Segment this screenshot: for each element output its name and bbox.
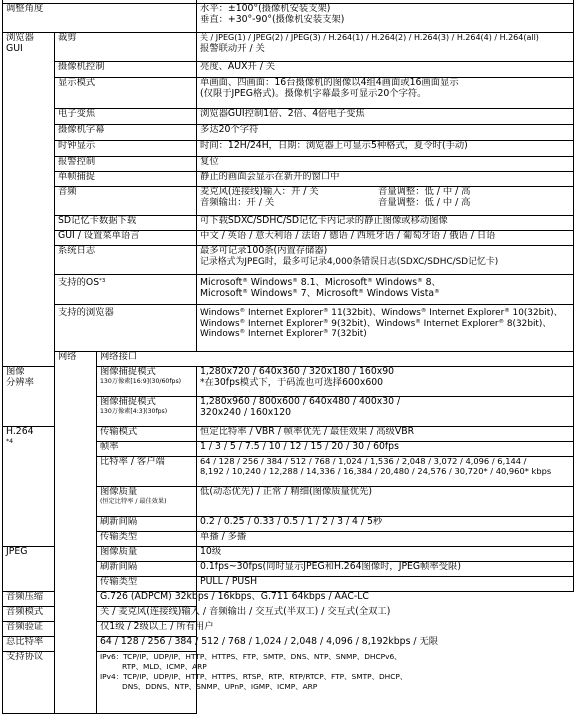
resolution-label: [3, 367, 55, 427]
row-adjust-angle: [3, 4, 574, 33]
jpeg-quality-value: 10级: [197, 547, 574, 562]
audio-mode-value: 关 / 麦克风(连接线)输入 / 音频输出 / 交互式(半双工) / 交互式(全双工): [97, 607, 197, 622]
res-43-line2: 320x240 / 160x120: [200, 406, 292, 418]
row-alarm: [3, 157, 574, 172]
syslog-label: 系统日志: [55, 246, 197, 275]
jpeg-refresh-label: 刷新间隔: [97, 562, 197, 577]
ipv6-line1: IPv6：TCP/IP、UDP/IP、HTTP、HTTPS、FTP、SMTP、DNS、NTP、SNMP、DHCPv6、: [100, 652, 402, 661]
gui-label-line2: GUI: [6, 42, 23, 54]
res-43-value: [197, 397, 574, 427]
h264-transmit-value: 单播 / 多播: [197, 532, 574, 547]
os-l1-t0: Microsoft: [200, 277, 243, 288]
sd-value: 可下载SDXC/SDHC/SD记忆卡内记录的静止图像或移动图像: [197, 216, 574, 231]
browsers-value: [197, 305, 574, 352]
ipv4-line2: DNS、DDNS、NTP、SNMP、UPnP、IGMP、ICMP、ARP: [122, 681, 318, 691]
row-net-interface: [3, 352, 574, 367]
br-l1-t8: 10(32bit)、: [509, 308, 563, 318]
br-l2-r3: ®: [322, 318, 329, 325]
syslog-line1: 最多可记录100条(内置存储器): [200, 245, 328, 256]
clock-value: 时间：12H/24H，日期：浏览器上可显示5种格式，夏令时(手动): [197, 141, 574, 157]
camera-control-value: 亮度、AUX开 / 关: [197, 62, 574, 78]
br-l1-t0: Windows: [200, 308, 240, 318]
audio-label: 音频: [55, 187, 197, 216]
audio-value: [197, 187, 574, 216]
os-l1-r7: ®: [417, 278, 423, 284]
h264-label: [3, 427, 55, 547]
alarm-label: 报警控制: [55, 157, 197, 172]
browsers-line1: [200, 308, 570, 319]
os-l2-r7: ®: [434, 288, 440, 295]
row-total-bitrate: [3, 637, 574, 652]
adjust-label: 调整角度: [3, 4, 197, 33]
jpeg-refresh-value: 0.1fps~30fps(同时显示JPEG和H.264图像时，JPEG帧率受限): [197, 562, 574, 577]
snapshot-value: 静止的画面会显示在新开的窗口中: [197, 172, 574, 187]
audio-compression-label: 音频压缩: [3, 592, 97, 607]
gui-label-line1: 浏览器: [6, 32, 34, 43]
network-group-label: 网络: [55, 352, 97, 714]
h264-bitrate-label: 比特率 / 客户端: [97, 457, 197, 487]
h264-fps-label: 帧率: [97, 442, 197, 457]
h264-quality-label-main: 图像质量: [100, 486, 138, 497]
clock-label: 时钟显示: [55, 141, 197, 157]
jpeg-transmit-label: 传输类型: [97, 577, 197, 592]
total-bitrate-value: 64 / 128 / 256 / 384 / 512 / 768 / 1,024 / 2,048 / 4,096 / 8,192kbps / 无限: [97, 637, 197, 652]
row-display-mode: [3, 78, 574, 109]
alarm-value: 复位: [197, 157, 574, 172]
br-l2-r5: ®: [415, 318, 421, 325]
row-browsers: [3, 305, 574, 352]
audio-output-text: 音频输出：开 / 关: [200, 196, 275, 208]
syslog-value: [197, 246, 574, 275]
h264-mode-value: 恒定比特率 / VBR / 帧率优先 / 最佳效果 / 高级VBR: [197, 427, 574, 442]
display-mode-line2: (仅限于JPEG格式)。摄像机字幕最多可显示20个字符。: [200, 87, 427, 99]
res-43-label-sub: 130万像素[4:3](30fps): [100, 407, 168, 415]
crop-label: 裁剪: [55, 33, 197, 62]
res-43-line1: 1,280x960 / 800x600 / 640x480 / 400x30 /: [200, 396, 401, 407]
row-crop: [3, 33, 574, 62]
spec-table: [2, 0, 574, 714]
net-interface-label: 网络接口: [97, 352, 574, 367]
br-l1-t4: 11(32bit)、Windows: [328, 308, 421, 318]
row-ezoom: [3, 109, 574, 125]
audio-auth-value: 仅1级 / 2级以上 / 所有用户: [97, 622, 197, 637]
ipv4-line1: IPv4：TCP/IP、UDP/IP、HTTP、HTTPS、RTSP、RTP、RTP/RTCP、FTP、SMTP、DHCP、: [100, 671, 408, 681]
h264-bitrate-line1: 64 / 128 / 256 / 384 / 512 / 768 / 1,024 / 1,536 / 2,048 / 3,072 / 4,096 / 6,144 /: [200, 456, 527, 466]
row-protocols: [3, 652, 574, 714]
resolution-label-line1: 图像: [6, 366, 25, 377]
row-clock: [3, 141, 574, 157]
br-l1-r3: ®: [322, 308, 329, 314]
syslog-line2: 记录格式为JPEG时，最多可记录4,000条错误日志(SDXC/SDHC/SD记忆卡): [200, 256, 499, 267]
os-l1-t4: 8.1、Microsoft: [297, 277, 368, 288]
br-l2-r7: ®: [498, 318, 505, 325]
os-l2-t0: Microsoft: [200, 287, 243, 299]
br-l1-t2: Internet Explorer: [245, 308, 323, 318]
row-audio-mode: [3, 607, 574, 622]
os-l1-t6: Windows: [372, 277, 418, 288]
res-169-label: [97, 367, 197, 397]
ezoom-value: 浏览器GUI控制1倍、2倍、4倍电子变焦: [197, 109, 574, 125]
row-syslog: [3, 246, 574, 275]
br-l2-t8: 8(32bit)、: [504, 318, 552, 329]
res-43-label-main: 图像捕捉模式: [100, 396, 156, 407]
language-value: 中文 / 英语 / 意大利语 / 法语 / 德语 / 西班牙语 / 葡萄牙语 / 俄语 / 日语: [197, 231, 574, 246]
os-l2-t4: 7、Microsoft: [297, 287, 359, 299]
audio-auth-label: 音频验证: [3, 622, 97, 637]
h264-footnote: *4: [6, 437, 14, 445]
h264-transmit-label: 传输类型: [97, 532, 197, 547]
protocols-label: 支持协议: [3, 652, 97, 714]
row-os: [3, 275, 574, 305]
adjust-value: [197, 4, 574, 33]
row-audio-compression: [3, 592, 574, 607]
os-l1-r3: ®: [292, 278, 298, 284]
res-43-label: [97, 397, 197, 427]
h264-bitrate-line2: 8,192 / 10,240 / 12,288 / 14,336 / 16,384 / 20,480 / 24,576 / 30,720* / 40,960* kbps: [200, 465, 552, 476]
camera-title-value: 多达20个字符: [197, 125, 574, 141]
h264-label-text: H.264: [6, 426, 34, 437]
crop-value-line1: 关 / JPEG(1) / JPEG(2) / JPEG(3) / H.264(1) / H.264(2) / H.264(3) / H.264(4) / H.264(all): [200, 33, 539, 42]
row-camera-title: [3, 125, 574, 141]
os-l1-t8: 8、: [422, 277, 441, 288]
br-l2-t4: 9(32bit)、Windows: [328, 318, 416, 329]
h264-mode-label: 传输模式: [97, 427, 197, 442]
camera-control-label: 摄像机控制: [55, 62, 197, 78]
row-camera-control: [3, 62, 574, 78]
adjust-value-line1: 水平：±100°(摄像机安装支架): [200, 3, 331, 14]
crop-value-line2: 报警联动开 / 关: [200, 42, 265, 54]
os-footnote: *3: [99, 278, 106, 284]
audio-mode-label: 音频模式: [3, 607, 97, 622]
h264-quality-label-sub: (恒定比特率 / 最佳效果): [100, 497, 167, 505]
h264-refresh-label: 刷新间隔: [97, 517, 197, 532]
os-l2-r5: ®: [358, 288, 364, 295]
row-audio: [3, 187, 574, 216]
language-label: GUI / 设置菜单语言: [55, 231, 197, 246]
os-label-text: 支持的OS: [58, 277, 100, 288]
br-l2-r1: ®: [239, 318, 246, 325]
camera-title-label: 摄像机字幕: [55, 125, 197, 141]
br-l1-r7: ®: [504, 308, 510, 314]
os-line2: [200, 289, 570, 300]
jpeg-transmit-value: PULL / PUSH: [197, 577, 574, 592]
audio-line2: [200, 198, 570, 209]
res-169-label-sub: 130万像素[16:9](30/60fps): [100, 377, 182, 385]
br-l1-r1: ®: [239, 308, 246, 314]
res-169-line1: 1,280x720 / 640x360 / 320x180 / 160x90: [200, 366, 395, 377]
br-l3-r1: ®: [239, 329, 246, 335]
jpeg-label: JPEG: [3, 547, 55, 592]
h264-fps-value: 1 / 3 / 5 / 7.5 / 10 / 12 / 15 / 20 / 30 / 60fps: [197, 442, 574, 457]
os-label: [55, 275, 197, 305]
h264-quality-label: [97, 487, 197, 517]
row-audio-auth: [3, 622, 574, 637]
browsers-label: 支持的浏览器: [55, 305, 197, 352]
total-bitrate-label: 总比特率: [3, 637, 97, 652]
br-l3-t4: 7(32bit): [328, 329, 367, 339]
br-l3-r3: ®: [322, 329, 329, 335]
os-value: [197, 275, 574, 305]
adjust-value-line2: 垂直：+30°-90°(摄像机安装支架): [200, 13, 345, 25]
os-l1-r1: ®: [242, 278, 248, 284]
os-l2-r1: ®: [242, 288, 248, 295]
br-l2-t6: Internet Explorer: [420, 318, 499, 329]
ezoom-label: 电子变焦: [55, 109, 197, 125]
h264-bitrate-value: [197, 457, 574, 487]
os-l1-r5: ®: [367, 278, 373, 284]
br-l2-t2: Internet Explorer: [245, 318, 323, 329]
os-l1-t2: Windows: [247, 277, 293, 288]
snapshot-label: 单帧捕捉: [55, 172, 197, 187]
jpeg-quality-label: 图像质量: [97, 547, 197, 562]
br-l1-r5: ®: [420, 308, 427, 314]
display-mode-value: [197, 78, 574, 109]
browsers-line2: [200, 319, 570, 330]
br-l3-t0: Windows: [200, 329, 240, 339]
h264-quality-value: 低(动态优先) / 正常 / 精细(图像质量优先): [197, 487, 574, 517]
res-169-value: [197, 367, 574, 397]
protocols-value: [97, 652, 408, 714]
os-l2-r3: ®: [292, 288, 298, 295]
crop-value: [197, 33, 574, 62]
res-169-line2: *在30fps模式下，于码流也可选择600x600: [200, 376, 384, 388]
br-l3-t2: Internet Explorer: [245, 329, 323, 339]
sd-label: SD记忆卡数据下载: [55, 216, 197, 231]
h264-refresh-value: 0.2 / 0.25 / 0.33 / 0.5 / 1 / 2 / 3 / 4 / 5秒: [197, 517, 574, 532]
audio-compression-value: G.726 (ADPCM) 32kbps / 16kbps、G.711 64kbps / AAC-LC: [97, 592, 197, 607]
mic-input-text: 麦克风(连接线)输入：开 / 关: [200, 186, 319, 197]
display-mode-label: 显示模式: [55, 78, 197, 109]
res-169-label-main: 图像捕捉模式: [100, 366, 156, 377]
os-l2-t2: Windows: [247, 287, 293, 299]
os-l2-t6: Windows Vista: [363, 287, 435, 299]
br-l1-t6: Internet Explorer: [426, 308, 505, 318]
row-snapshot: [3, 172, 574, 187]
br-l2-t0: Windows: [200, 318, 240, 329]
ipv6-line2: RTP、MLD、ICMP、ARP: [122, 661, 207, 671]
browsers-line3: [200, 329, 570, 340]
resolution-label-line2: 分辨率: [6, 376, 34, 388]
display-mode-line1: 单画面、四画面：16台摄像机的图像以4组4画面或16画面显示: [200, 77, 459, 88]
gui-group-label: [3, 33, 55, 367]
row-sd-download: [3, 216, 574, 231]
row-language: [3, 231, 574, 246]
output-volume-text: 音量调整：低 / 中 / 高: [378, 196, 471, 208]
mic-volume-text: 音量调整：低 / 中 / 高: [378, 186, 471, 197]
